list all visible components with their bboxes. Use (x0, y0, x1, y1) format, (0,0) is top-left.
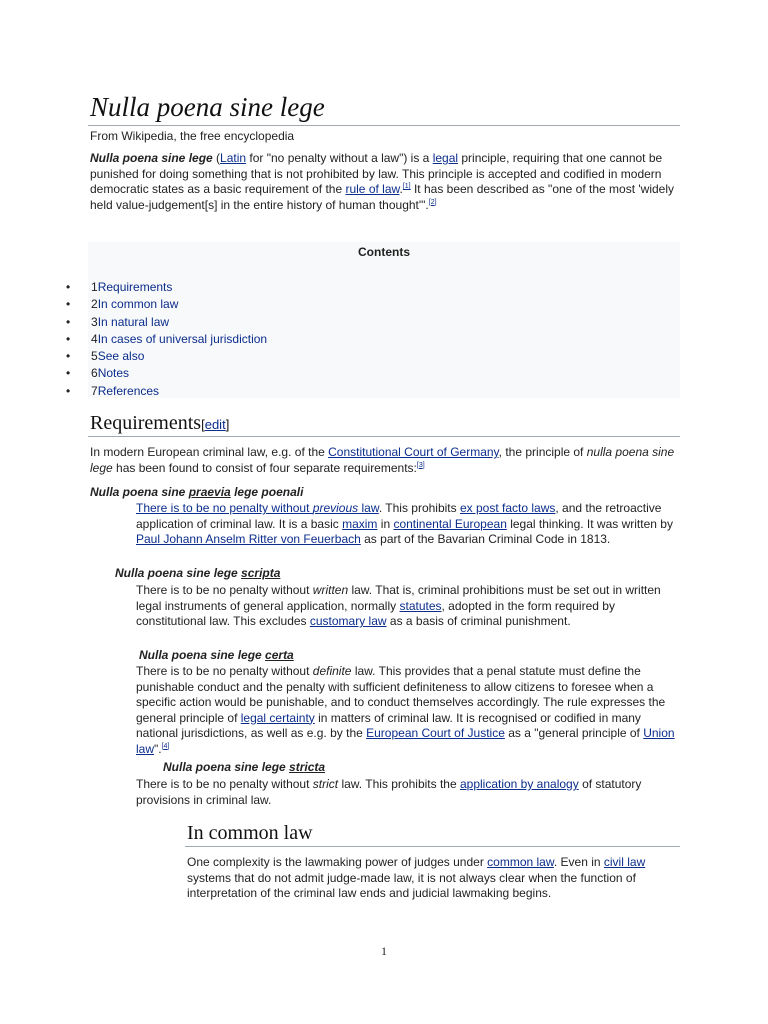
link-legal-certainty[interactable]: legal certainty (240, 710, 315, 725)
bullet: • (66, 383, 71, 398)
toc-number: 6 (91, 366, 98, 381)
text: law. This prohibits the (338, 777, 460, 791)
link-no-penalty-previous[interactable] (136, 501, 379, 515)
text: , and the retroactive application of criminal law. It is a basic (136, 501, 662, 531)
text: There is to be no penalty without (136, 664, 313, 678)
heading-text: Requirements (90, 412, 202, 434)
link-certa[interactable]: certa (265, 648, 294, 662)
term-text: Nulla poena sine lege (115, 566, 242, 580)
toc-label[interactable]: Notes (97, 366, 130, 381)
term-text: Nulla poena sine lege (139, 648, 266, 662)
text: in (377, 516, 394, 531)
toc-item-notes[interactable] (66, 365, 267, 382)
text: in matters of criminal law. It is recognised or codified in many national jurisdictions, as well as e.g. by the (136, 710, 641, 740)
text: There is to be no penalty without (136, 501, 313, 515)
text: There is to be no penalty without (136, 777, 313, 791)
certa-definition (136, 664, 676, 757)
text: as a basis of criminal punishment. (386, 614, 571, 628)
edit-bracket: ] (225, 417, 230, 432)
text-italic: nulla poena sine lege (90, 445, 675, 475)
link-application-by-analogy[interactable]: application by analogy (459, 777, 579, 791)
bullet: • (66, 331, 71, 346)
stricta-definition (136, 777, 676, 808)
ref-2[interactable]: [2] (428, 198, 437, 206)
bullet: • (66, 297, 71, 312)
toc-item-references[interactable] (66, 383, 267, 400)
text: systems that do not admit judge-made law, it is not always clear when the function of interpretation of the criminal law ends and judicial lawmaking begins. (187, 870, 636, 900)
link-praevia[interactable]: praevia (188, 485, 231, 499)
ref-4[interactable]: [4] (161, 742, 170, 750)
toc-number: 2 (91, 297, 98, 312)
link-customary-law[interactable]: customary law (309, 614, 387, 628)
term-stricta (163, 760, 325, 774)
toc-number: 7 (91, 383, 98, 398)
page-title: Nulla poena sine lege (90, 92, 325, 122)
toc-label[interactable]: Requirements (97, 280, 173, 294)
term-praevia (90, 485, 303, 499)
link-feuerbach[interactable]: Paul Johann Anselm Ritter von Feuerbach (136, 532, 361, 546)
section-divider (185, 846, 680, 847)
text: law. This provides that a penal statute must define the punishable conduct and the penalty with sufficient definiteness to allow citizens to foresee when a specific action would be punishable, and to conduct themselves accordingly. The rule expresses the general principle of (136, 664, 666, 725)
toc-number: 1 (91, 280, 98, 294)
link-statutes[interactable]: statutes (399, 598, 442, 613)
toc-label[interactable]: See also (97, 349, 145, 364)
link-common-law[interactable]: common law (487, 855, 554, 869)
link-constitutional-court[interactable]: Constitutional Court of Germany (328, 445, 499, 459)
toc-number: 5 (91, 349, 98, 364)
intro-text: ( (212, 151, 221, 165)
edit-bracket: [ (201, 417, 205, 432)
text: ". (154, 741, 162, 756)
text: . This prohibits (378, 501, 460, 515)
bullet: • (66, 280, 71, 294)
term-certa (139, 648, 294, 662)
link-continental-european[interactable]: continental European (393, 516, 507, 531)
text: of statutory provisions in criminal law. (136, 777, 642, 807)
toc-number: 4 (91, 331, 98, 346)
page-subtitle: From Wikipedia, the free encyclopedia (90, 129, 295, 143)
title-divider (88, 125, 680, 126)
intro-text: It has been described as "one of the most 'widely held value-judgement[s] in the entire history of human thought'". (90, 182, 675, 212)
term-text: Nulla poena sine (90, 485, 189, 499)
intro-text: for "no penalty without a law") is a (246, 151, 433, 165)
text: , adopted in the form required by constitutional law. This excludes (136, 598, 615, 628)
text-italic: written (312, 583, 349, 597)
text: law. That is, criminal prohibitions must be set out in written legal instruments of general application, normally (136, 583, 661, 613)
bullet: • (66, 366, 71, 381)
link-civil-law[interactable]: civil law (603, 855, 646, 869)
contents-heading: Contents (358, 245, 410, 259)
toc-item-natural-law[interactable] (66, 314, 267, 331)
praevia-definition (136, 501, 676, 548)
text: In modern European criminal law, e.g. of the (90, 445, 329, 459)
text: as part of the Bavarian Criminal Code in 1813. (360, 532, 611, 546)
link-union-law[interactable]: Union law (136, 726, 675, 756)
text: has been found to consist of four separate requirements: (112, 460, 417, 475)
link-ex-post-facto[interactable]: ex post facto laws (459, 501, 556, 515)
bullet: • (66, 314, 71, 329)
section-heading-requirements (90, 412, 229, 435)
link-maxim[interactable]: maxim (342, 516, 378, 531)
ref-1[interactable]: [1] (402, 183, 411, 190)
toc-label[interactable]: In cases of universal jurisdiction (97, 331, 268, 346)
page-number: 1 (381, 944, 387, 958)
scripta-definition (136, 583, 676, 630)
text: . Even in (553, 855, 604, 869)
link-legal[interactable]: legal (432, 151, 459, 165)
link-rule-of-law[interactable]: rule of law (345, 182, 400, 196)
text: legal thinking. It was written by (506, 516, 673, 531)
toc-label[interactable]: References (97, 383, 160, 398)
bullet: • (66, 349, 71, 364)
toc-label[interactable]: In common law (97, 297, 179, 312)
text: , the principle of (498, 445, 587, 459)
text: as a "general principle of (504, 726, 644, 740)
link-scripta[interactable]: scripta (241, 566, 281, 580)
text-italic: previous (312, 501, 359, 515)
toc-list (66, 279, 267, 400)
requirements-intro (90, 445, 680, 476)
text: There is to be no penalty without (136, 583, 313, 597)
text-italic: strict (312, 777, 339, 791)
link-stricta[interactable]: stricta (289, 760, 326, 774)
common-law-paragraph (187, 855, 677, 902)
toc-label[interactable]: In natural law (97, 314, 170, 329)
text-italic: definite (312, 664, 352, 678)
ref-3[interactable]: [3] (416, 461, 425, 469)
intro-text: principle, requiring that one cannot be punished for doing something that is not prohibited by law. This principle is accepted and codified in modern democratic states as a basic requirement of the (90, 151, 663, 196)
section-heading-common-law: In common law (187, 822, 313, 844)
toc-item-common-law[interactable] (66, 296, 267, 313)
term-text: lege poenali (230, 485, 304, 499)
section-divider (88, 436, 680, 437)
text: law (358, 501, 379, 515)
edit-link[interactable]: edit (204, 417, 226, 432)
term-scripta (115, 566, 280, 580)
text: One complexity is the lawmaking power of judges under (187, 855, 488, 869)
toc-item-requirements[interactable] (66, 279, 267, 296)
link-european-court-of-justice[interactable]: European Court of Justice (366, 726, 505, 740)
term-text: Nulla poena sine lege (163, 760, 290, 774)
intro-paragraph (90, 151, 680, 213)
intro-text: . (399, 182, 403, 196)
toc-item-see-also[interactable] (66, 348, 267, 365)
link-latin[interactable]: Latin (220, 151, 247, 165)
toc-item-universal-jurisdiction[interactable] (66, 331, 267, 348)
intro-bold-term: Nulla poena sine lege (90, 151, 213, 165)
toc-number: 3 (91, 314, 98, 329)
